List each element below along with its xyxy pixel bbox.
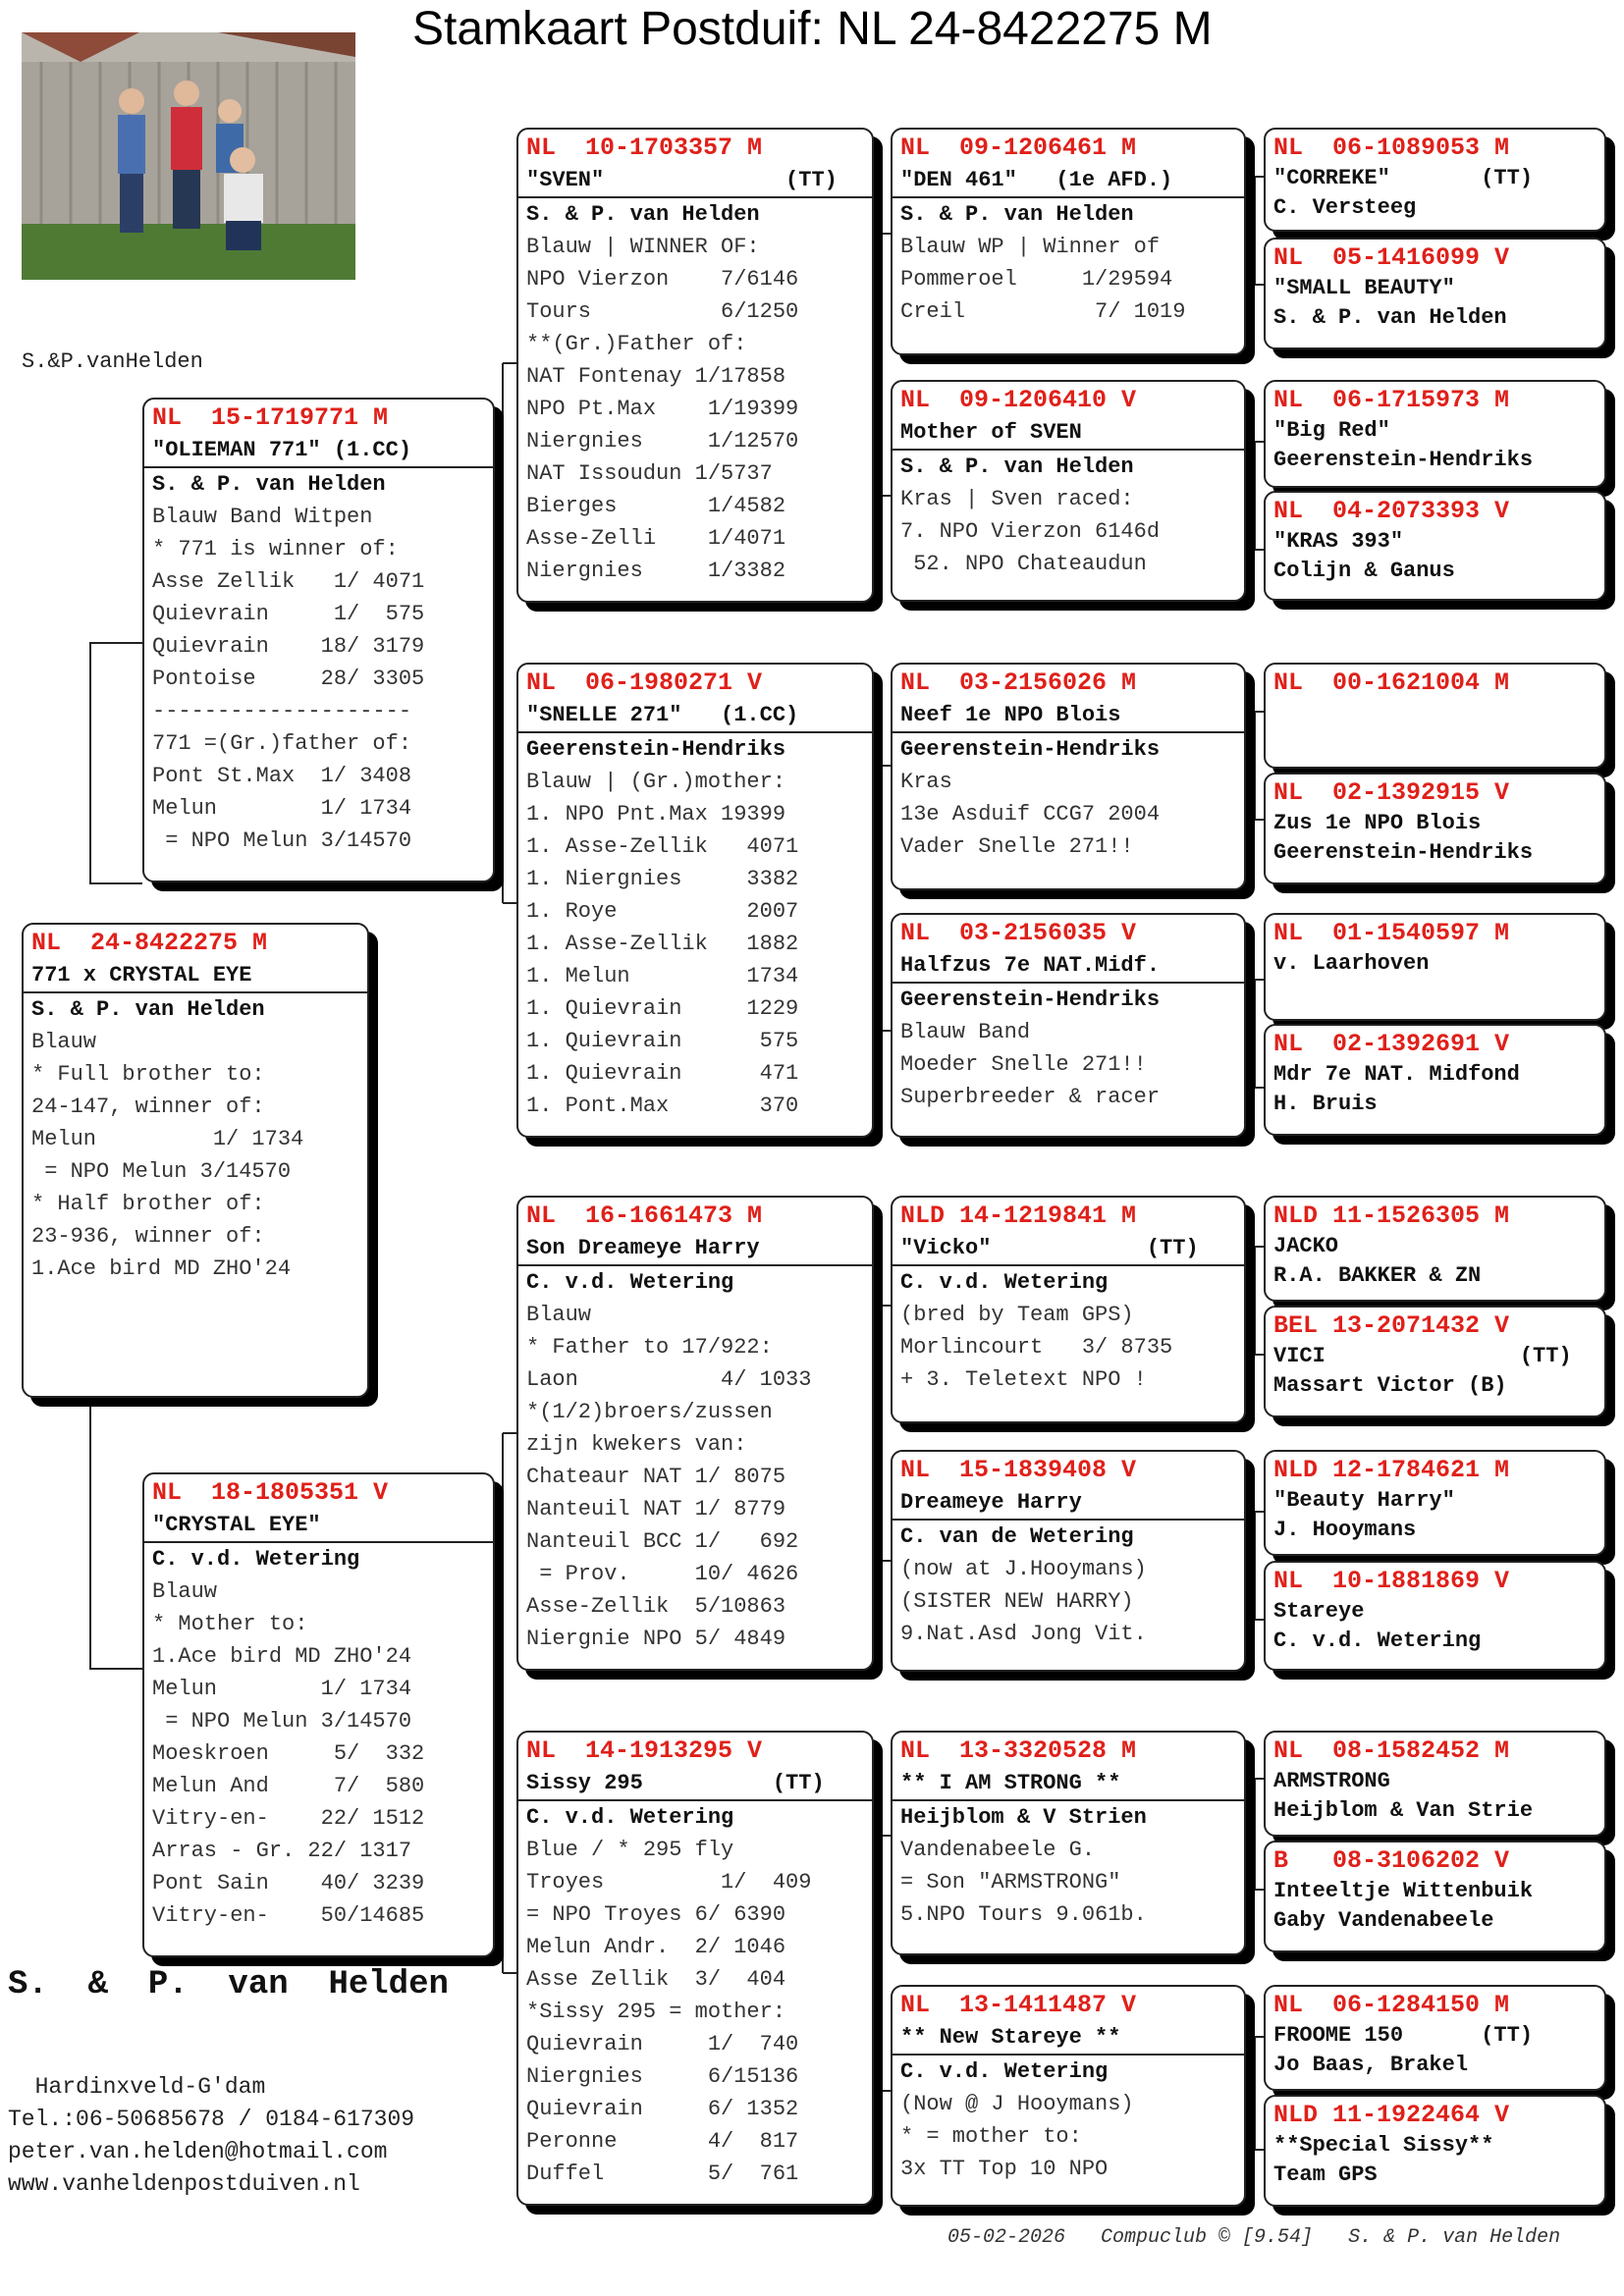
ring-number: NL 01-1540597 M	[1273, 919, 1510, 947]
pigeon-owner: C. v.d. Wetering	[144, 1541, 493, 1575]
pigeon-owner: Geerenstein-Hendriks	[1273, 448, 1534, 472]
info-line: 1. Asse-Zellik 4071	[526, 834, 799, 859]
pigeon-owner: C. van de Wetering	[893, 1519, 1244, 1553]
info-line: NAT Issoudun 1/5737	[526, 461, 773, 486]
contact-email[interactable]: peter.van.helden@hotmail.com	[8, 2139, 388, 2164]
info-line: * 771 is winner of:	[152, 537, 399, 561]
great-grandparent-card	[891, 1196, 1246, 1423]
pigeon-name: "OLIEMAN 771" (1.CC)	[152, 438, 412, 462]
ring-number: NL 03-2156026 M	[900, 668, 1137, 697]
ring-number: NL 06-1980271 V	[526, 668, 763, 697]
info-line: Nanteuil BCC 1/ 692	[526, 1529, 799, 1554]
pigeon-owner: Geerenstein-Hendriks	[518, 731, 872, 766]
ring-number: NL 10-1881869 V	[1273, 1567, 1510, 1595]
pigeon-name: FROOME 150 (TT)	[1273, 2023, 1534, 2048]
ring-number: NL 15-1719771 M	[152, 403, 389, 432]
father-card	[142, 398, 495, 882]
pigeon-owner: C. v.d. Wetering	[1273, 1629, 1482, 1653]
info-line: NPO Pt.Max 1/19399	[526, 397, 799, 421]
info-line: (bred by Team GPS)	[900, 1303, 1134, 1327]
info-line: Vandenabeele G.	[900, 1838, 1096, 1862]
pigeon-owner: Colijn & Ganus	[1273, 559, 1455, 583]
pigeon-name: "CORREKE" (TT)	[1273, 166, 1534, 190]
info-line: 1. Roye 2007	[526, 899, 799, 924]
info-line: Quievrain 6/ 1352	[526, 2097, 799, 2121]
pigeon-name: ARMSTRONG	[1273, 1769, 1390, 1793]
ring-number: NL 16-1661473 M	[526, 1201, 763, 1230]
info-line: = Son "ARMSTRONG"	[900, 1870, 1121, 1895]
info-line: Blauw | WINNER OF:	[526, 235, 760, 259]
pigeon-name: "SMALL BEAUTY"	[1273, 276, 1455, 300]
info-line: Blauw Band Witpen	[152, 505, 373, 529]
pigeon-name: 771 x CRYSTAL EYE	[31, 963, 252, 988]
info-line: Blauw	[526, 1303, 592, 1327]
subject-pigeon-card	[22, 923, 369, 1398]
info-line: 9.Nat.Asd Jong Vit.	[900, 1622, 1147, 1646]
info-line: Niergnies 1/12570	[526, 429, 799, 454]
ring-number: NL 06-1089053 M	[1273, 133, 1510, 162]
breeder-stamp: S.&P.vanHelden	[22, 349, 203, 374]
pigeon-owner: S. & P. van Helden	[893, 196, 1244, 231]
info-line: Moeder Snelle 271!!	[900, 1052, 1147, 1077]
info-line: = NPO Melun 3/14570	[152, 1709, 412, 1734]
great-grandparent-card	[891, 128, 1246, 355]
ancestor-card	[1264, 663, 1606, 769]
info-line: Troyes 1/ 409	[526, 1870, 812, 1895]
info-line: Melun 1/ 1734	[152, 796, 412, 821]
pigeon-owner: S. & P. van Helden	[144, 466, 493, 501]
info-line: Melun And 7/ 580	[152, 1774, 425, 1798]
ring-number: NL 06-1284150 M	[1273, 1991, 1510, 2019]
ancestor-card	[1264, 128, 1606, 232]
pigeon-owner: S. & P. van Helden	[1273, 305, 1507, 330]
info-line: 3x TT Top 10 NPO	[900, 2157, 1109, 2181]
grandfather-paternal-card	[516, 128, 874, 603]
info-line: (Now @ J Hooymans)	[900, 2092, 1134, 2116]
great-grandparent-card	[891, 663, 1246, 890]
info-line: 1. Asse-Zellik 1882	[526, 932, 799, 956]
pigeon-owner: S. & P. van Helden	[24, 991, 367, 1026]
info-line: = NPO Melun 3/14570	[152, 828, 412, 853]
info-line: Asse Zellik 3/ 404	[526, 1967, 786, 1992]
pigeon-name: "CRYSTAL EYE"	[152, 1513, 321, 1537]
great-grandparent-card	[891, 1731, 1246, 1955]
pigeon-owner: Heijblom & V Strien	[893, 1799, 1244, 1834]
contact-website[interactable]: www.vanheldenpostduiven.nl	[8, 2171, 360, 2197]
grandmother-maternal-card	[516, 1731, 874, 2206]
info-line: Asse-Zelli 1/4071	[526, 526, 786, 551]
pigeon-owner: H. Bruis	[1273, 1092, 1378, 1116]
great-grandparent-card	[891, 380, 1246, 602]
grandfather-maternal-card	[516, 1196, 874, 1671]
info-line: * Mother to:	[152, 1612, 308, 1636]
page-title: Stamkaart Postduif: NL 24-8422275 M	[412, 3, 1213, 55]
info-line: **(Gr.)Father of:	[526, 332, 747, 356]
ring-number: NL 03-2156035 V	[900, 919, 1137, 947]
info-line: Blue / * 295 fly	[526, 1838, 734, 1862]
info-line: --------------------	[152, 699, 412, 723]
info-line: Pontoise 28/ 3305	[152, 667, 425, 691]
info-line: + 3. Teletext NPO !	[900, 1367, 1147, 1392]
pigeon-owner: C. v.d. Wetering	[893, 2054, 1244, 2088]
pigeon-name: Dreameye Harry	[900, 1490, 1082, 1515]
info-line: Morlincourt 3/ 8735	[900, 1335, 1173, 1360]
ancestor-card	[1264, 1196, 1606, 1302]
info-line: Blauw WP | Winner of	[900, 235, 1161, 259]
pigeon-name: Mother of SVEN	[900, 420, 1082, 445]
ancestor-card	[1264, 1024, 1606, 1136]
pigeon-name: Sissy 295 (TT)	[526, 1771, 825, 1795]
pigeon-name: "Vicko" (TT)	[900, 1236, 1199, 1260]
ancestor-card	[1264, 913, 1606, 1021]
info-line: Melun 1/ 1734	[31, 1127, 304, 1151]
info-line: 1. NPO Pnt.Max 19399	[526, 802, 786, 827]
info-line: Peronne 4/ 817	[526, 2129, 799, 2154]
info-line: = Prov. 10/ 4626	[526, 1562, 799, 1586]
ring-number: NL 15-1839408 V	[900, 1456, 1137, 1484]
info-line: Vitry-en- 22/ 1512	[152, 1806, 425, 1831]
pigeon-name: "SVEN" (TT)	[526, 168, 838, 192]
info-line: NAT Fontenay 1/17858	[526, 364, 786, 389]
pigeon-name: **Special Sissy**	[1273, 2133, 1494, 2158]
ring-number: NLD 11-1526305 M	[1273, 1201, 1510, 1230]
ancestor-card	[1264, 1306, 1606, 1417]
info-line: 23-936, winner of:	[31, 1224, 265, 1249]
pigeon-owner: C. v.d. Wetering	[518, 1264, 872, 1299]
pigeon-name: "KRAS 393"	[1273, 529, 1404, 554]
info-line: 5.NPO Tours 9.061b.	[900, 1902, 1147, 1927]
ancestor-card	[1264, 1731, 1606, 1837]
info-line: Creil 7/ 1019	[900, 299, 1186, 324]
grandmother-paternal-card	[516, 663, 874, 1138]
pigeon-name: Inteeltje Wittenbuik	[1273, 1879, 1534, 1903]
pigeon-owner: S. & P. van Helden	[518, 196, 872, 231]
pigeon-owner: R.A. BAKKER & ZN	[1273, 1263, 1482, 1288]
ring-number: NL 05-1416099 V	[1273, 243, 1510, 272]
great-grandparent-card	[891, 913, 1246, 1138]
info-line: = NPO Troyes 6/ 6390	[526, 1902, 786, 1927]
ring-number: NLD 14-1219841 M	[900, 1201, 1137, 1230]
info-line: Arras - Gr. 22/ 1317	[152, 1839, 412, 1863]
pigeon-name: ** New Stareye **	[900, 2025, 1121, 2050]
info-line: Pommeroel 1/29594	[900, 267, 1173, 292]
pigeon-name: JACKO	[1273, 1234, 1339, 1258]
pigeon-name: "DEN 461" (1e AFD.)	[900, 168, 1173, 192]
great-grandparent-card	[891, 1450, 1246, 1672]
info-line: 1. Melun 1734	[526, 964, 799, 988]
ring-number: NL 24-8422275 M	[31, 929, 268, 957]
info-line: Superbreeder & racer	[900, 1085, 1161, 1109]
ring-number: NL 14-1913295 V	[526, 1736, 763, 1765]
info-line: 1. Quievrain 575	[526, 1029, 799, 1053]
info-line: Niergnie NPO 5/ 4849	[526, 1627, 786, 1651]
info-line: (SISTER NEW HARRY)	[900, 1589, 1134, 1614]
info-line: 1. Pont.Max 370	[526, 1094, 799, 1118]
pigeon-owner: Geerenstein-Hendriks	[893, 982, 1244, 1016]
pigeon-name: ** I AM STRONG **	[900, 1771, 1121, 1795]
ring-number: NL 10-1703357 M	[526, 133, 763, 162]
pigeon-owner: S. & P. van Helden	[893, 449, 1244, 483]
info-line: Blauw Band	[900, 1020, 1031, 1044]
info-line: 1. Quievrain 1229	[526, 996, 799, 1021]
info-line: * Father to 17/922:	[526, 1335, 773, 1360]
ring-number: NL 06-1715973 M	[1273, 386, 1510, 414]
pigeon-owner: J. Hooymans	[1273, 1518, 1417, 1542]
info-line: Nanteuil NAT 1/ 8779	[526, 1497, 786, 1522]
info-line: 1. Niergnies 3382	[526, 867, 799, 891]
info-line: = NPO Melun 3/14570	[31, 1159, 292, 1184]
pigeon-name: "SNELLE 271" (1.CC)	[526, 703, 799, 727]
ring-number: BEL 13-2071432 V	[1273, 1311, 1510, 1340]
info-line: Melun 1/ 1734	[152, 1677, 412, 1701]
ring-number: NLD 11-1922464 V	[1273, 2101, 1510, 2129]
pigeon-name: Neef 1e NPO Blois	[900, 703, 1121, 727]
info-line: Vitry-en- 50/14685	[152, 1903, 425, 1928]
ancestor-card	[1264, 380, 1606, 488]
info-line: Asse-Zellik 5/10863	[526, 1594, 786, 1619]
info-line: Pont St.Max 1/ 3408	[152, 764, 412, 788]
ring-number: NL 09-1206410 V	[900, 386, 1137, 414]
ring-number: NL 02-1392915 V	[1273, 778, 1510, 807]
info-line: Blauw	[152, 1579, 218, 1604]
ancestor-card	[1264, 1841, 1606, 1952]
pigeon-name: Halfzus 7e NAT.Midf.	[900, 953, 1161, 978]
ring-number: NLD 12-1784621 M	[1273, 1456, 1510, 1484]
pigeon-name: "Big Red"	[1273, 418, 1390, 443]
footer-credit: 05-02-2026 Compuclub © [9.54] S. & P. van Helden	[947, 2226, 1561, 2249]
pigeon-owner: Heijblom & Van Strie	[1273, 1798, 1534, 1823]
info-line: Asse Zellik 1/ 4071	[152, 569, 425, 594]
ancestor-card	[1264, 1450, 1606, 1556]
info-line: *Sissy 295 = mother:	[526, 2000, 786, 2024]
ring-number: NL 08-1582452 M	[1273, 1736, 1510, 1765]
info-line: * = mother to:	[900, 2124, 1082, 2149]
info-line: NPO Vierzon 7/6146	[526, 267, 799, 292]
ancestor-card	[1264, 491, 1606, 601]
pigeon-owner: Gaby Vandenabeele	[1273, 1908, 1494, 1933]
pigeon-owner: Geerenstein-Hendriks	[1273, 840, 1534, 865]
pigeon-owner: v. Laarhoven	[1273, 951, 1430, 976]
ring-number: NL 13-1411487 V	[900, 1991, 1137, 2019]
ring-number: NL 02-1392691 V	[1273, 1030, 1510, 1058]
info-line: Duffel 5/ 761	[526, 2162, 799, 2186]
info-line: Melun Andr. 2/ 1046	[526, 1935, 786, 1959]
ancestor-card	[1264, 2095, 1606, 2207]
info-line: Blauw	[31, 1030, 97, 1054]
pigeon-name: "Beauty Harry"	[1273, 1488, 1455, 1513]
info-line: Kras	[900, 770, 952, 794]
info-line: Tours 6/1250	[526, 299, 799, 324]
great-grandparent-card	[891, 1985, 1246, 2207]
info-line: 771 =(Gr.)father of:	[152, 731, 412, 756]
info-line: Kras | Sven raced:	[900, 487, 1134, 511]
contact-phone: Tel.:06-50685678 / 0184-617309	[8, 2107, 415, 2132]
pigeon-owner: C. Versteeg	[1273, 195, 1417, 220]
info-line: Laon 4/ 1033	[526, 1367, 812, 1392]
info-line: 1.Ace bird MD ZHO'24	[31, 1256, 292, 1281]
info-line: Quievrain 1/ 575	[152, 602, 425, 626]
ancestor-card	[1264, 773, 1606, 884]
ring-number: B 08-3106202 V	[1273, 1846, 1510, 1875]
pigeon-owner: Jo Baas, Brakel	[1273, 2053, 1469, 2077]
info-line: 1. Quievrain 471	[526, 1061, 799, 1086]
info-line: 7. NPO Vierzon 6146d	[900, 519, 1161, 544]
info-line: 52. NPO Chateaudun	[900, 552, 1147, 576]
info-line: 13e Asduif CCG7 2004	[900, 802, 1161, 827]
info-line: (now at J.Hooymans)	[900, 1557, 1147, 1581]
ancestor-card	[1264, 238, 1606, 349]
ring-number: NL 18-1805351 V	[152, 1478, 389, 1507]
info-line: 24-147, winner of:	[31, 1095, 265, 1119]
info-line: Bierges 1/4582	[526, 494, 786, 518]
pigeon-name: VICI (TT)	[1273, 1344, 1572, 1368]
ancestor-card	[1264, 1985, 1606, 2091]
info-line: *(1/2)broers/zussen	[526, 1400, 773, 1424]
ring-number: NL 04-2073393 V	[1273, 497, 1510, 525]
ancestor-card	[1264, 1561, 1606, 1671]
info-line: * Full brother to:	[31, 1062, 265, 1087]
pigeon-name: Mdr 7e NAT. Midfond	[1273, 1062, 1520, 1087]
ring-number: NL 09-1206461 M	[900, 133, 1137, 162]
info-line: * Half brother of:	[31, 1192, 265, 1216]
pigeon-owner: Team GPS	[1273, 2163, 1378, 2187]
info-line: zijn kwekers van:	[526, 1432, 747, 1457]
pigeon-name: Stareye	[1273, 1599, 1365, 1624]
pigeon-name: Son Dreameye Harry	[526, 1236, 760, 1260]
pigeon-owner: C. v.d. Wetering	[893, 1264, 1244, 1299]
info-line: Niergnies 6/15136	[526, 2064, 799, 2089]
contact-block	[8, 2071, 414, 2201]
breeder-name: S. & P. van Helden	[8, 1966, 449, 2003]
info-line: Blauw | (Gr.)mother:	[526, 770, 786, 794]
info-line: Quievrain 1/ 740	[526, 2032, 799, 2056]
ring-number: NL 13-3320528 M	[900, 1736, 1137, 1765]
info-line: Moeskroen 5/ 332	[152, 1741, 425, 1766]
pigeon-name: Zus 1e NPO Blois	[1273, 811, 1482, 835]
info-line: 1.Ace bird MD ZHO'24	[152, 1644, 412, 1669]
mother-card	[142, 1472, 495, 1957]
info-line: Niergnies 1/3382	[526, 559, 786, 583]
info-line: Chateaur NAT 1/ 8075	[526, 1465, 786, 1489]
pigeon-owner: Massart Victor (B)	[1273, 1373, 1507, 1398]
ring-number: NL 00-1621004 M	[1273, 668, 1510, 697]
info-line: Pont Sain 40/ 3239	[152, 1871, 425, 1896]
info-line: Vader Snelle 271!!	[900, 834, 1134, 859]
pigeon-owner: Geerenstein-Hendriks	[893, 731, 1244, 766]
contact-location: Hardinxveld-G'dam	[8, 2074, 266, 2100]
pigeon-owner: C. v.d. Wetering	[518, 1799, 872, 1834]
info-line: Quievrain 18/ 3179	[152, 634, 425, 659]
